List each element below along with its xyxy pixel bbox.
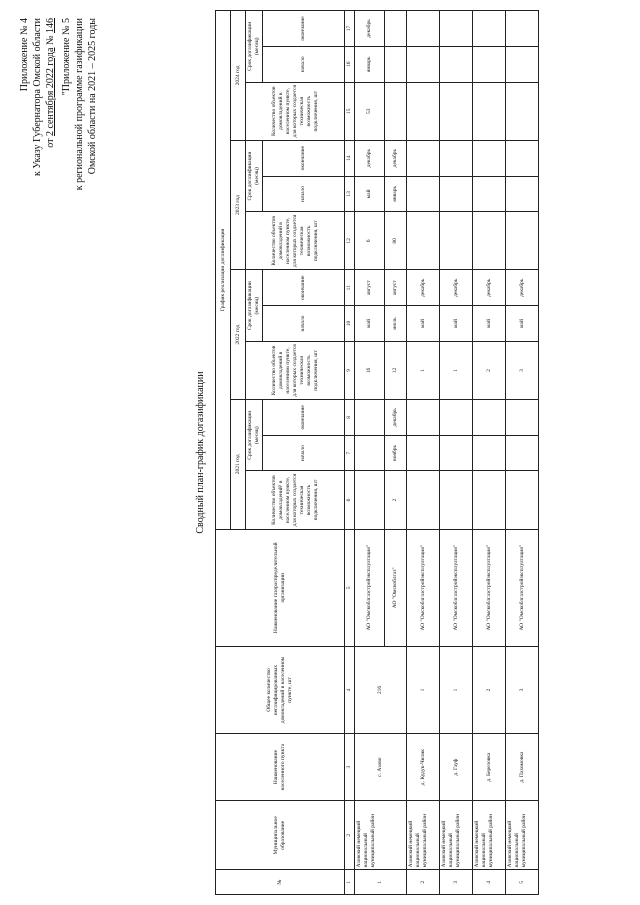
count-2024-cell: 53 <box>355 82 385 140</box>
total-cell: 2 <box>473 646 506 733</box>
program-line-1: к региональной программе газификации <box>74 18 85 191</box>
start-2024-cell: январь <box>355 46 385 82</box>
header-schedule: График реализации догазификации <box>216 11 231 530</box>
count-2023-cell <box>473 212 506 270</box>
header-start-2021: начало <box>263 435 345 471</box>
row-number: 5 <box>506 870 539 895</box>
header-start-2023: начало <box>263 176 345 212</box>
col-number: 15 <box>345 82 355 140</box>
end-2022-cell: декабрь <box>440 270 473 306</box>
table-row <box>407 11 440 895</box>
end-2022-cell: август <box>355 270 385 306</box>
page-title: Сводный план-график догазификации <box>195 371 206 534</box>
start-2023-cell: январь <box>385 176 407 212</box>
start-2024-cell <box>385 46 407 82</box>
total-cell: 1 <box>407 646 440 733</box>
end-2024-cell <box>385 11 407 47</box>
start-2022-cell: май <box>440 306 473 342</box>
start-2022-cell: июль <box>385 306 407 342</box>
date-line <box>44 18 57 358</box>
org-cell: АО "Омскоблгазстройэксплуатация" <box>506 529 539 646</box>
col-number: 8 <box>345 399 355 435</box>
count-2023-cell <box>506 212 539 270</box>
document-header <box>18 18 99 358</box>
count-2024-cell <box>473 82 506 140</box>
municipality-cell: Азовский немецкий национальный муниципальный район <box>440 801 473 870</box>
settlement-cell: д. Гауф <box>440 734 473 801</box>
end-2022-cell: декабрь <box>407 270 440 306</box>
col-number: 4 <box>345 646 355 733</box>
header-start-2024: начало <box>263 46 345 82</box>
count-2023-cell: 6 <box>355 212 385 270</box>
program-line-2: Омской области на 2021 – 2025 годы <box>87 18 98 175</box>
col-number: 9 <box>345 341 355 399</box>
table-row <box>473 11 506 895</box>
start-2023-cell <box>440 176 473 212</box>
count-2021-cell <box>473 471 506 529</box>
count-2024-cell <box>440 82 473 140</box>
settlement-cell: д. Пахомовка <box>506 734 539 801</box>
end-2023-cell: декабрь <box>355 140 385 176</box>
table-row <box>506 11 539 895</box>
start-2022-cell: май <box>407 306 440 342</box>
end-2023-cell <box>473 140 506 176</box>
count-2024-cell <box>385 82 407 140</box>
end-2021-cell: декабрь <box>385 399 407 435</box>
count-2021-cell <box>407 471 440 529</box>
header-year-2023: 2023 год <box>231 140 246 270</box>
end-2024-cell <box>407 11 440 47</box>
count-2023-cell <box>440 212 473 270</box>
start-2021-cell: ноябрь <box>385 435 407 471</box>
header-count-2021: Количество объектов домовладений¹ в населенном пункте, для которых создается техническая возможность подключения, шт <box>246 471 345 529</box>
org-cell: АО "Омскоблгазстройэксплуатация" <box>440 529 473 646</box>
header-row-1 <box>216 11 231 895</box>
col-number: 16 <box>345 46 355 82</box>
start-2023-cell <box>407 176 440 212</box>
settlement-cell: д. Березовка <box>473 734 506 801</box>
start-2021-cell <box>440 435 473 471</box>
end-2023-cell <box>506 140 539 176</box>
start-2024-cell <box>440 46 473 82</box>
header-start-2022: начало <box>263 306 345 342</box>
start-2022-cell: май <box>473 306 506 342</box>
municipality-cell: Азовский немецкий национальный муниципальный район <box>355 801 407 870</box>
start-2023-cell <box>506 176 539 212</box>
municipality-cell: Азовский немецкий национальный муниципальный район <box>506 801 539 870</box>
end-2021-cell <box>473 399 506 435</box>
end-2021-cell <box>355 399 385 435</box>
column-number-row <box>345 11 355 895</box>
count-2021-cell <box>440 471 473 529</box>
count-2022-cell: 2 <box>473 341 506 399</box>
header-total: Общее количество негазифицированных домовладений в населенном пункте, шт <box>216 646 345 733</box>
row-number: 3 <box>440 870 473 895</box>
end-2023-cell <box>407 140 440 176</box>
start-2023-cell: май <box>355 176 385 212</box>
header-year-2022: 2022 год <box>231 270 246 400</box>
header-count-2024: Количество объектов домовладений в населенном пункте, для которых создается техническая возможность подключения, шт <box>246 82 345 140</box>
col-number: 10 <box>345 306 355 342</box>
count-2022-cell: 3 <box>506 341 539 399</box>
count-2024-cell <box>407 82 440 140</box>
end-2023-cell: декабрь <box>385 140 407 176</box>
header-num: № <box>216 870 345 895</box>
schedule-table <box>215 10 539 895</box>
decree-date: 2 сентября 2022 года <box>45 47 56 137</box>
header-year-2021: 2021 год <box>231 399 246 529</box>
end-2021-cell <box>440 399 473 435</box>
org-cell: АО "Омскоблгаз" <box>385 529 407 646</box>
col-number: 14 <box>345 140 355 176</box>
count-2023-cell <box>407 212 440 270</box>
end-2022-cell: декабрь <box>473 270 506 306</box>
appendix-4-line: Приложение № 4 <box>19 18 30 92</box>
settlement-cell: д. Кудук-Чилик <box>407 734 440 801</box>
start-2021-cell <box>473 435 506 471</box>
count-2024-cell <box>506 82 539 140</box>
count-2021-cell <box>355 471 385 529</box>
org-cell: АО "Омскоблгазстройэксплуатация" <box>473 529 506 646</box>
start-2024-cell <box>473 46 506 82</box>
end-2024-cell <box>440 11 473 47</box>
start-2021-cell <box>355 435 385 471</box>
end-2022-cell: декабрь <box>506 270 539 306</box>
col-number: 5 <box>345 529 355 646</box>
row-number: 4 <box>473 870 506 895</box>
row-number: 1 <box>355 870 407 895</box>
org-cell: АО "Омскоблгазстройэксплуатация" <box>355 529 385 646</box>
start-2021-cell <box>407 435 440 471</box>
count-2023-cell: 80 <box>385 212 407 270</box>
header-end-2021: окончание <box>263 399 345 435</box>
end-2024-cell: декабрь <box>355 11 385 47</box>
col-number: 2 <box>345 801 355 870</box>
col-number: 7 <box>345 435 355 471</box>
header-period-2023: Срок догазификации (месяц) <box>246 140 263 212</box>
header-municipality: Муниципальное образование <box>216 801 345 870</box>
row-number: 2 <box>407 870 440 895</box>
header-year-2024: 2024 год <box>231 11 246 141</box>
header-period-2024: Срок догазификации (месяц) <box>246 11 263 83</box>
col-number: 6 <box>345 471 355 529</box>
date-prefix: от <box>45 138 56 148</box>
count-2022-cell: 1 <box>407 341 440 399</box>
header-period-2021: Срок догазификации (месяц) <box>246 399 263 471</box>
end-2024-cell <box>473 11 506 47</box>
number-prefix: № <box>45 35 56 46</box>
header-end-2024: окончание <box>263 11 345 47</box>
header-end-2023: окончание <box>263 140 345 176</box>
start-2024-cell <box>407 46 440 82</box>
col-number: 11 <box>345 270 355 306</box>
start-2021-cell <box>506 435 539 471</box>
header-org: Наименование газораспределительной организации <box>216 529 345 646</box>
table-row <box>440 11 473 895</box>
col-number: 1 <box>345 870 355 895</box>
col-number: 12 <box>345 212 355 270</box>
total-cell: 1 <box>440 646 473 733</box>
count-2021-cell: 2 <box>385 471 407 529</box>
decree-number: 146 <box>45 18 56 33</box>
end-2022-cell: август <box>385 270 407 306</box>
end-2021-cell <box>506 399 539 435</box>
municipality-cell: Азовский немецкий национальный муниципальный район <box>473 801 506 870</box>
start-2022-cell: май <box>506 306 539 342</box>
header-end-2022: окончание <box>263 270 345 306</box>
col-number: 3 <box>345 734 355 801</box>
settlement-cell: с. Азово <box>355 734 407 801</box>
appendix-5-line: "Приложение № 5 <box>61 18 72 96</box>
header-count-2022: Количество объектов домовладений в населенном пункте, для которых создается техническая возможность подключения, шт <box>246 341 345 399</box>
end-2023-cell <box>440 140 473 176</box>
org-cell: АО "Омскоблгазстройэксплуатация" <box>407 529 440 646</box>
start-2023-cell <box>473 176 506 212</box>
count-2021-cell <box>506 471 539 529</box>
municipality-cell: Азовский немецкий национальный муниципальный район <box>407 801 440 870</box>
total-cell: 216 <box>355 646 407 733</box>
end-2024-cell <box>506 11 539 47</box>
header-count-2023: Количество объектов домовладений в населенном пункте, для которых создается техническая возможность подключения, шт <box>246 212 345 270</box>
header-settlement: Наименование населенного пункта <box>216 734 345 801</box>
end-2021-cell <box>407 399 440 435</box>
header-period-2022: Срок догазификации (месяц) <box>246 270 263 342</box>
table-row <box>355 11 385 895</box>
decree-line: к Указу Губернатора Омской области <box>32 18 43 176</box>
total-cell: 3 <box>506 646 539 733</box>
col-number: 13 <box>345 176 355 212</box>
count-2022-cell: 16 <box>355 341 385 399</box>
count-2022-cell: 12 <box>385 341 407 399</box>
count-2022-cell: 1 <box>440 341 473 399</box>
col-number: 17 <box>345 11 355 47</box>
start-2022-cell: май <box>355 306 385 342</box>
start-2024-cell <box>506 46 539 82</box>
